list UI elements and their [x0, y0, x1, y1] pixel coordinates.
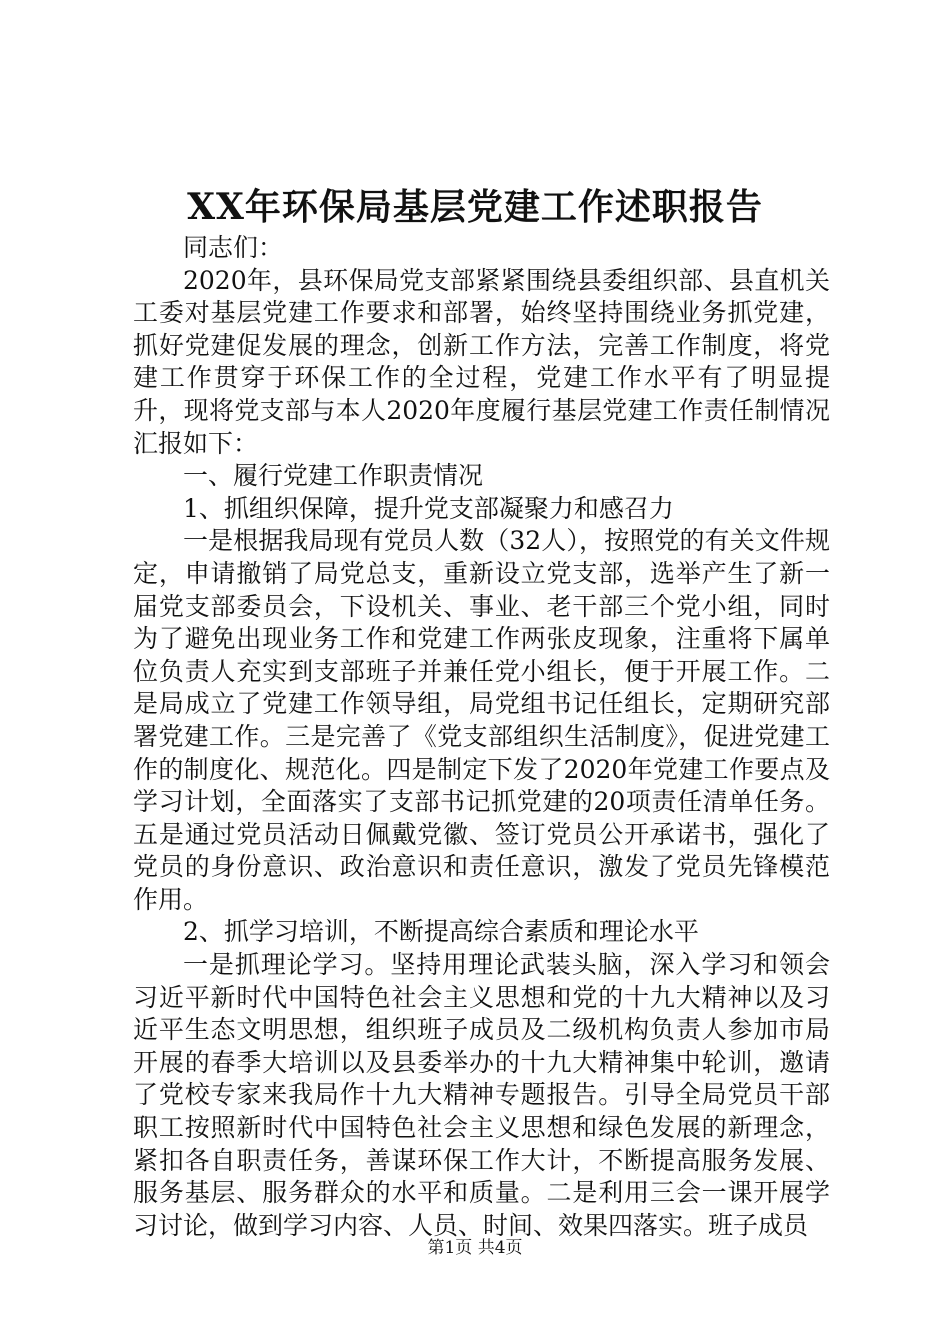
- section-heading: 一、履行党建工作职责情况: [183, 461, 484, 491]
- paragraph: 2020年，县环保局党支部紧紧围绕县委组织部、县直机关工委对基层党建工作要求和部署，始终坚持围绕业务抓党建，抓好党建促发展的理念，创新工作方法，完善工作制度，将党建工作贯穿于环保工作的全过程，党建工作水平有了明显提升，现将党支部与本人2020年度履行基层党建工作责任制情况汇报如下：: [133, 265, 830, 458]
- paragraph: 同志们：: [183, 233, 284, 262]
- document-body: [133, 232, 830, 1242]
- paragraph: 一是根据我局现有党员人数（32人），按照党的有关文件规定，申请撤销了局党总支，重新设立党支部，选举产生了新一届党支部委员会，下设机关、事业、老干部三个党小组，同时为了避免出现业务工作和党建工作两张皮现象，注重将下属单位负责人充实到支部班子并兼任党小组长，便于开展工作。二是局成立了党建工作领导组，局党组书记任组长，定期研究部署党建工作。三是完善了《党支部组织生活制度》，促进党建工作的制度化、规范化。四是制定下发了2020年党建工作要点及学习计划，全面落实了支部书记抓党建的20项责任清单任务。五是通过党员活动日佩戴党徽、签订党员公开承诺书，强化了党员的身份意识、政治意识和责任意识，激发了党员先锋模范作用。: [133, 526, 830, 914]
- page-footer: 第1页 共4页: [427, 1238, 523, 1258]
- document-title: XX年环保局基层党建工作述职报告: [187, 186, 763, 228]
- paragraph: 一是抓理论学习。坚持用理论武装头脑，深入学习和领会习近平新时代中国特色社会主义思想和党的十九大精神以及习近平生态文明思想，组织班子成员及二级机构负责人参加市局开展的春季大培训以及县委举办的十九大精神集中轮训，邀请了党校专家来我局作十九大精神专题报告。引导全局党员干部职工按照新时代中国特色社会主义思想和绿色发展的新理念，紧扣各自职责任务，善谋环保工作大计，不断提高服务发展、服务基层、服务群众的水平和质量。二是利用三会一课开展学习讨论，做到学习内容、人员、时间、效果四落实。班子成员: [133, 950, 830, 1240]
- subsection-heading: 2、抓学习培训，不断提高综合素质和理论水平: [183, 917, 699, 947]
- subsection-heading: 1、抓组织保障，提升党支部凝聚力和感召力: [183, 493, 674, 523]
